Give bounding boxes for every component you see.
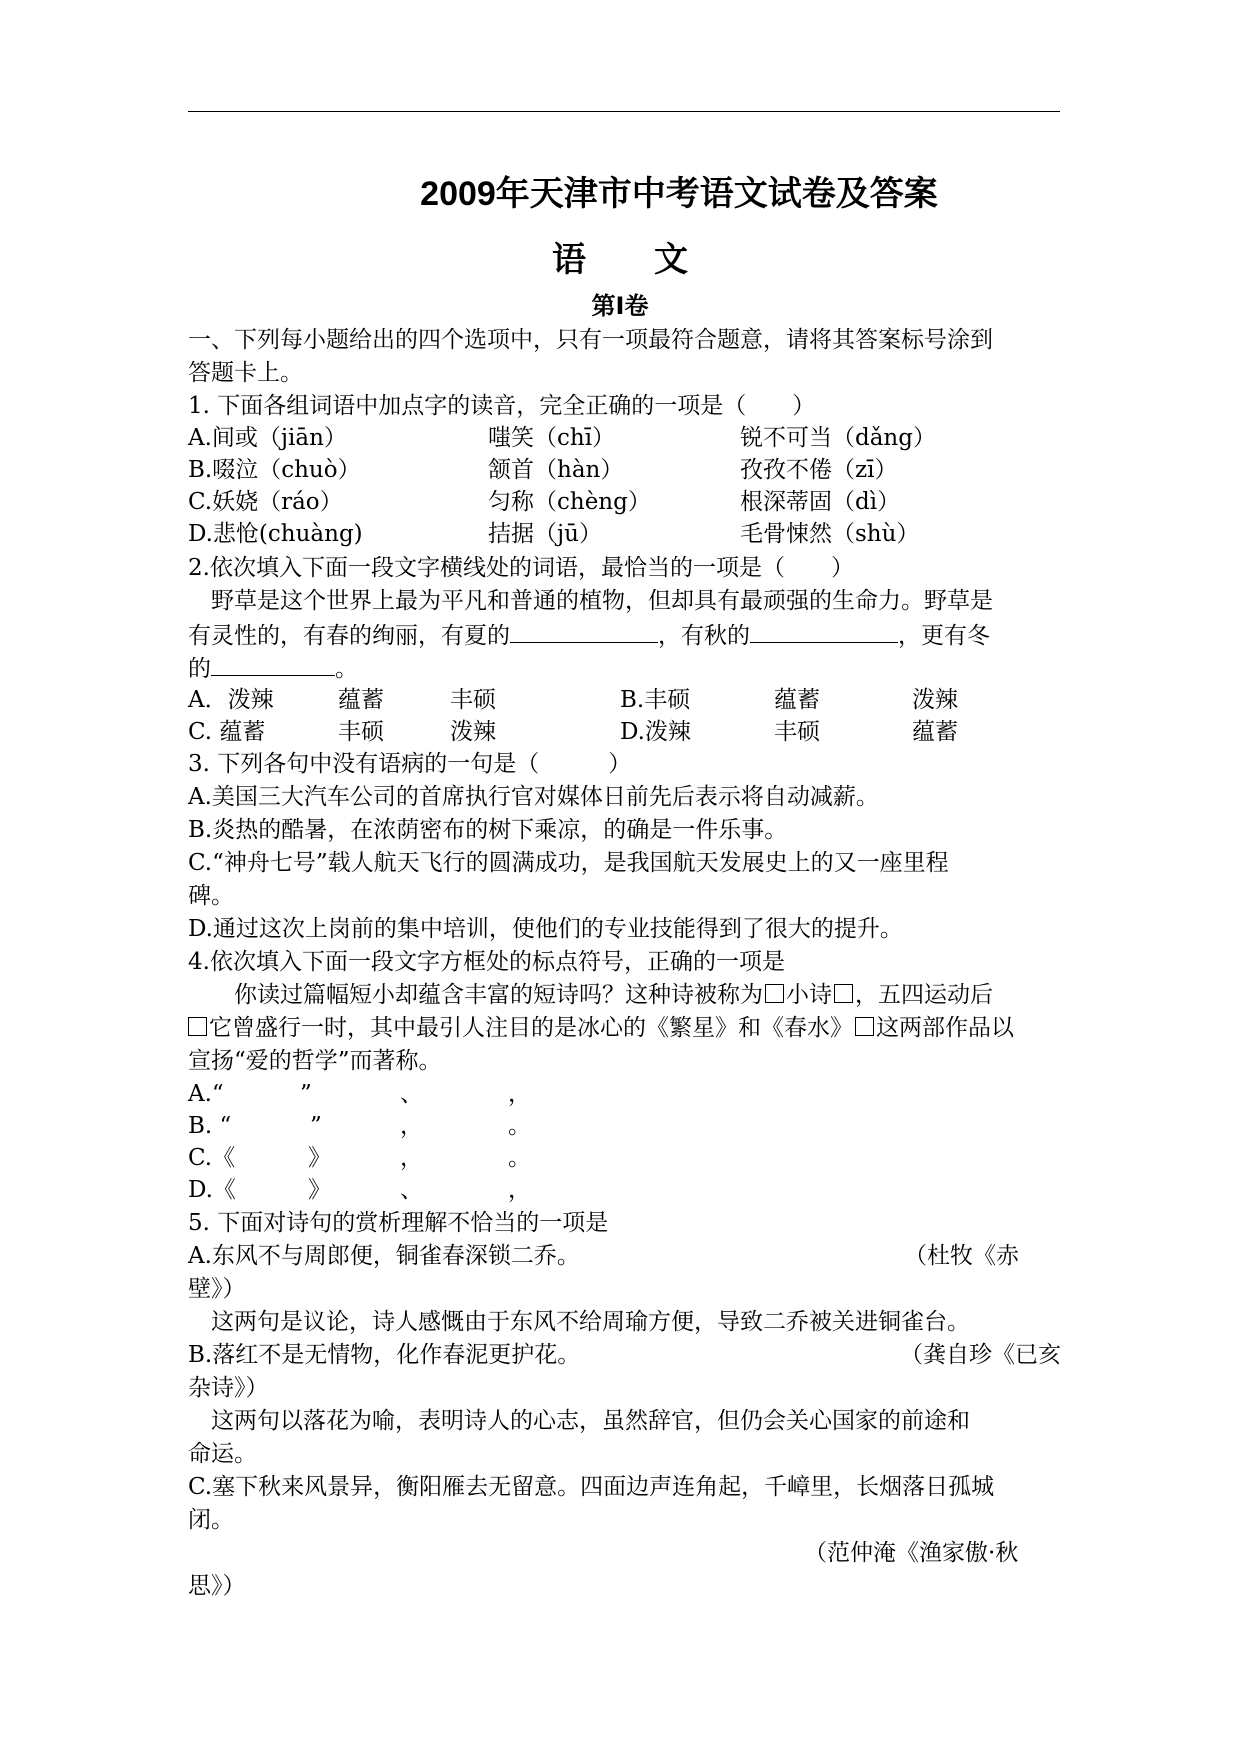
q5-b-source-line2: 杂诗》） (188, 1375, 269, 1401)
q1-c-col3: 根深蒂固（dì） (740, 489, 901, 515)
q5-c-source-line2: 思》） (188, 1573, 246, 1599)
q2-r2-c1: C. 蕴蓄 (188, 719, 266, 745)
q5-b-poem: B.落红不是无情物，化作春泥更护花。 (188, 1342, 581, 1368)
q2-r1-c4: B.丰硕 (620, 687, 691, 713)
q4-box-1 (765, 984, 784, 1003)
q2-blank-1 (510, 620, 658, 643)
q2-text-e: 。 (335, 656, 358, 682)
document-title: 2009年天津市中考语文试卷及答案 (420, 175, 938, 213)
q1-stem: 1. 下面各组词语中加点字的读音，完全正确的一项是（ ） (188, 393, 816, 419)
q2-passage-line1: 野草是这个世界上最为平凡和普通的植物，但却具有最顽强的生命力。野草是 (188, 588, 993, 614)
q3-option-a: A.美国三大汽车公司的首席执行官对媒体日前先后表示将自动减薪。 (188, 784, 879, 810)
q5-a-source-line1: （杜牧《赤 (904, 1243, 1019, 1269)
q4-passage-line1 (188, 981, 993, 1009)
q4-a-c2: ” (300, 1081, 312, 1107)
q4-d-c2: 》 (308, 1177, 331, 1203)
q2-r1-c6: 泼辣 (912, 687, 958, 713)
header-rule (188, 111, 1060, 112)
q4-box-3 (188, 1017, 207, 1036)
q2-r2-c3: 泼辣 (450, 719, 496, 745)
q5-stem: 5. 下面对诗句的赏析理解不恰当的一项是 (188, 1210, 609, 1236)
q1-b-col2: 颔首（hàn） (488, 457, 624, 483)
q2-stem: 2.依次填入下面一段文字横线处的词语，最恰当的一项是（ ） (188, 555, 854, 581)
q1-c-col2: 匀称（chèng） (488, 489, 651, 515)
q1-c-col1: C.妖娆（ráo） (188, 489, 343, 515)
q4-d-c3: 、 (400, 1177, 423, 1203)
q4-b-c4: 。 (508, 1113, 531, 1139)
q5-a-note: 这两句是议论，诗人感慨由于东风不给周瑜方便，导致二乔被关进铜雀台。 (188, 1309, 970, 1335)
volume-heading: 第Ⅰ卷 (591, 293, 649, 320)
q5-a-poem: A.东风不与周郎便，铜雀春深锁二乔。 (188, 1243, 580, 1269)
q2-r1-c2: 蕴蓄 (338, 687, 384, 713)
q5-a-source-line2: 壁》） (188, 1276, 246, 1302)
q2-r2-c2: 丰硕 (338, 719, 384, 745)
q4-d-c1: D.《 (188, 1177, 236, 1203)
q4-text-e: 这两部作品以 (876, 1015, 1014, 1041)
q2-text-c: ，更有冬 (898, 623, 990, 649)
q2-text-a: 有灵性的，有春的绚丽，有夏的 (188, 623, 510, 649)
q1-b-col1: B.啜泣（chuò） (188, 457, 361, 483)
q1-a-col2: 嗤笑（chī） (488, 425, 616, 451)
q3-option-c-line1: C.“神舟七号”载人航天飞行的圆满成功，是我国航天发展史上的又一座里程 (188, 850, 949, 876)
q2-blank-3 (211, 653, 335, 676)
q2-text-b: ，有秋的 (658, 623, 750, 649)
q5-c-poem-line2: 闭。 (188, 1507, 234, 1533)
q4-box-4 (855, 1017, 874, 1036)
q1-d-col1: D.悲怆(chuàng) (188, 521, 363, 547)
q4-text-c: ，五四运动后 (855, 982, 993, 1008)
q4-c-c4: 。 (508, 1145, 531, 1171)
q4-text-d: 它曾盛行一时，其中最引人注目的是冰心的《繁星》和《春水》 (209, 1015, 853, 1041)
section1-intro-line1: 一、下列每小题给出的四个选项中，只有一项最符合题意，请将其答案标号涂到 (188, 327, 993, 353)
q1-a-col3: 锐不可当（dǎng） (740, 425, 936, 451)
q4-a-c1: A.“ (188, 1081, 224, 1107)
q4-stem: 4.依次填入下面一段文字方框处的标点符号，正确的一项是 (188, 949, 785, 975)
q4-c-c3: ， (400, 1145, 423, 1171)
q5-c-source-line1: （范仲淹《渔家傲·秋 (804, 1540, 1019, 1566)
q2-r1-c5: 蕴蓄 (774, 687, 820, 713)
q2-blank-2 (750, 620, 898, 643)
q5-b-note-line1: 这两句以落花为喻，表明诗人的心志，虽然辞官，但仍会关心国家的前途和 (188, 1408, 970, 1434)
q2-r2-c5: 丰硕 (774, 719, 820, 745)
q2-r1-c3: 丰硕 (450, 687, 496, 713)
q3-option-c-line2: 碑。 (188, 883, 234, 909)
q4-passage-line2 (188, 1014, 1014, 1042)
q4-b-c1: B. “ (188, 1113, 232, 1139)
q1-b-col3: 孜孜不倦（zī） (740, 457, 898, 483)
q4-c-c1: C.《 (188, 1145, 236, 1171)
q1-d-col3: 毛骨悚然（shù） (740, 521, 920, 547)
q4-text-b: 小诗 (786, 982, 832, 1008)
q4-d-c4: ， (508, 1177, 531, 1203)
section1-intro-line2: 答题卡上。 (188, 360, 303, 386)
q4-a-c3: 、 (400, 1081, 423, 1107)
q2-passage-line3 (188, 653, 358, 683)
q4-text-a: 你读过篇幅短小却蕴含丰富的短诗吗？这种诗被称为 (188, 982, 763, 1008)
q2-r1-c1: A．泼辣 (188, 687, 274, 713)
q4-c-c2: 》 (308, 1145, 331, 1171)
q4-b-c2: ” (310, 1113, 322, 1139)
q3-option-b: B.炎热的酷暑，在浓荫密布的树下乘凉，的确是一件乐事。 (188, 817, 788, 843)
subject-heading: 语 文 (552, 241, 688, 279)
q1-a-col1: A.间或（jiān） (188, 425, 347, 451)
q2-text-d: 的 (188, 656, 211, 682)
q4-a-c4: ， (508, 1081, 531, 1107)
q2-passage-line2 (188, 620, 990, 650)
q4-box-2 (834, 984, 853, 1003)
q2-r2-c6: 蕴蓄 (912, 719, 958, 745)
q5-b-source-line1: （龚自珍《已亥 (900, 1342, 1061, 1368)
q2-r2-c4: D.泼辣 (620, 719, 691, 745)
q4-passage-line3: 宣扬“爱的哲学”而著称。 (188, 1048, 442, 1074)
q5-b-note-line2: 命运。 (188, 1441, 257, 1467)
q4-b-c3: ， (400, 1113, 423, 1139)
q5-c-poem-line1: C.塞下秋来风景异，衡阳雁去无留意。四面边声连角起，千嶂里，长烟落日孤城 (188, 1474, 995, 1500)
q3-option-d: D.通过这次上岗前的集中培训，使他们的专业技能得到了很大的提升。 (188, 916, 903, 942)
q3-stem: 3. 下列各句中没有语病的一句是（ ） (188, 751, 632, 777)
q1-d-col2: 拮据（jū） (488, 521, 602, 547)
